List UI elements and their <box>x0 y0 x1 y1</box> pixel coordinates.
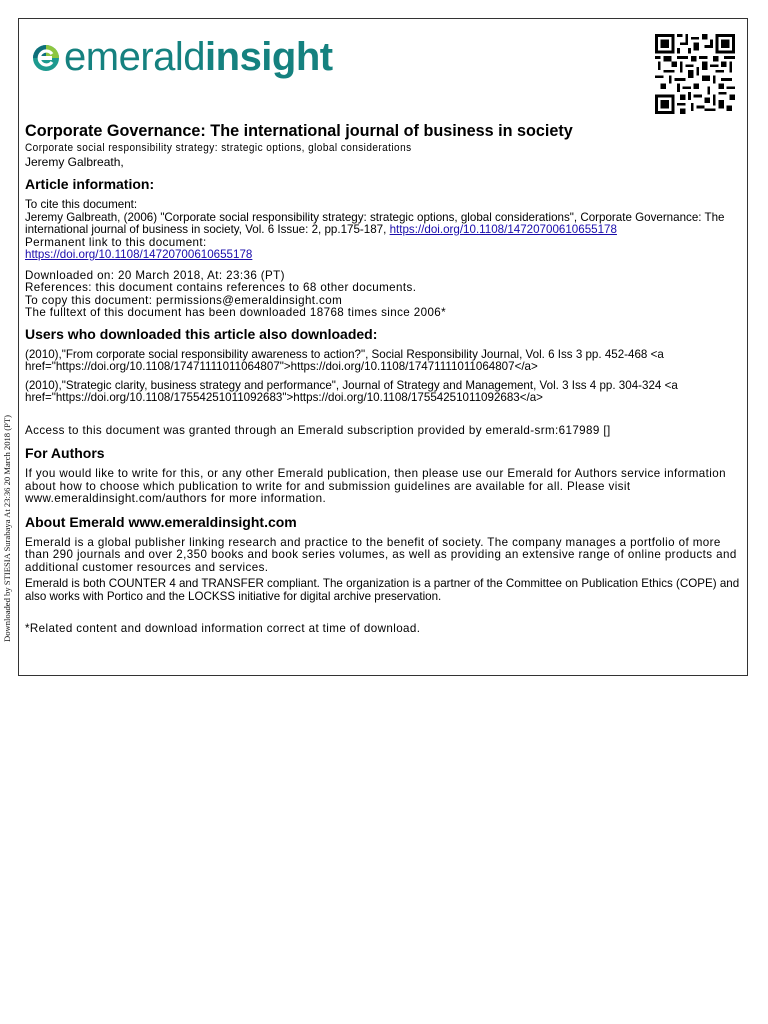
citation-doi-link[interactable]: https://doi.org/10.1108/14720700610655178 <box>389 223 617 236</box>
article-info-heading: Article information: <box>25 176 155 192</box>
footnote: *Related content and download information correct at time of download. <box>25 622 421 635</box>
about-emerald-heading: About Emerald www.emeraldinsight.com <box>25 513 297 530</box>
also-downloaded-heading: Users who downloaded this article also downloaded: <box>25 325 378 342</box>
emerald-insight-logo[interactable] <box>31 35 333 79</box>
article-subtitle: Corporate social responsibility strategy: strategic options, global considerations <box>25 142 412 154</box>
cover-page-frame <box>18 18 748 676</box>
for-authors-text: If you would like to write for this, or any other Emerald publication, then please use our Emerald for Authors service information about how to choose which publication to write for and submission guidelines are available for all. Please visit www.emeraldinsight.com/authors for more information. <box>25 467 726 505</box>
about-emerald-paragraph-2: Emerald is both COUNTER 4 and TRANSFER compliant. The organization is a partner of the Committee on Publication Ethics (COPE) and also works with Portico and the LOCKSS initiative for digital archive preservation. <box>25 577 740 603</box>
logo-text-light: emerald <box>64 35 206 79</box>
citation-text <box>25 212 741 237</box>
side-download-note <box>0 380 12 642</box>
journal-title: Corporate Governance: The international journal of business in society <box>25 122 573 140</box>
downloaded-on: Downloaded on: 20 March 2018, At: 23:36 (PT) <box>25 268 285 282</box>
logo-wordmark <box>64 37 333 77</box>
qr-code-icon[interactable] <box>655 33 735 115</box>
permanent-link-row <box>25 249 741 262</box>
references-count: References: this document contains references to 68 other documents. <box>25 281 417 294</box>
for-authors-heading: For Authors <box>25 445 105 461</box>
access-statement: Access to this document was granted through an Emerald subscription provided by emerald-srm:617989 [] <box>25 423 611 437</box>
side-download-note-text: Downloaded by STIESIA Surabaya At 23:36 20 March 2018 (PT) <box>2 415 12 642</box>
cite-label: To cite this document: <box>25 198 138 211</box>
copy-permissions: To copy this document: permissions@emeraldinsight.com <box>25 293 343 307</box>
citation-body: Jeremy Galbreath, (2006) "Corporate social responsibility strategy: strategic options, global considerations", Corporate Governance: The international journal of business in society, Vol. 6 Issue: 2, pp.175-187, <box>25 210 725 236</box>
fulltext-downloads: The fulltext of this document has been downloaded 18768 times since 2006* <box>25 306 447 319</box>
article-author: Jeremy Galbreath, <box>25 155 124 169</box>
logo-text-bold: insight <box>205 35 333 79</box>
permanent-link-label: Permanent link to this document: <box>25 235 207 249</box>
also-downloaded-item-1: (2010),"From corporate social responsibility awareness to action?", Social Responsibility Journal, Vol. 6 Iss 3 pp. 452-468 <a href="https://doi.org/10.1108/17471111011064807">https://doi.org/10.1108/17471111011064807</a> <box>25 347 664 373</box>
also-downloaded-item-2: (2010),"Strategic clarity, business strategy and performance", Journal of Strategy and Management, Vol. 3 Iss 4 pp. 304-324 <a href="https://doi.org/10.1108/17554251011092683">https://doi.org/10.1108/17554251011092683</a> <box>25 378 678 404</box>
permanent-doi-link[interactable]: https://doi.org/10.1108/14720700610655178 <box>25 248 253 261</box>
article-content <box>25 122 741 636</box>
about-emerald-paragraph-1: Emerald is a global publisher linking research and practice to the benefit of society. The company manages a portfolio of more than 290 journals and over 2,350 books and book series volumes, as well as providing an extensive range of online products and additional customer resources and services. <box>25 535 737 574</box>
emerald-logo-icon <box>31 38 61 76</box>
